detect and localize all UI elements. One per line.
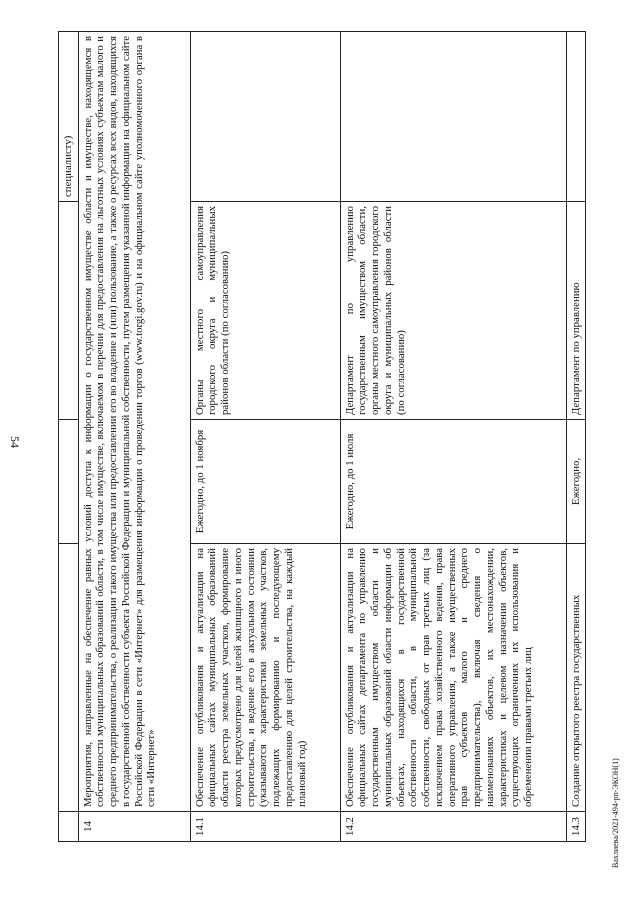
table-row-14-1 xyxy=(190,32,340,842)
cell-empty xyxy=(59,202,79,420)
measure-description: Обеспечение опубликования и актуализации на официальных сайтах муниципальных образований области реестра земельных участков, формирование которых предусмотрено для целей жилищного и иного строительства, и ведение его в актуальном состоянии (указываются характеристики земельных участков, подлежащих формированию и последующему предоставлению для целей строительства, на каждый плановый год) xyxy=(190,544,340,812)
row-number: 14.1 xyxy=(190,812,340,842)
measures-table xyxy=(58,31,586,842)
row-number: 14 xyxy=(78,812,190,842)
cell-empty xyxy=(59,812,79,842)
cell-continuation-text: специалисту) xyxy=(59,32,79,202)
measure-description: Обеспечение опубликования и актуализации на официальных сайтах департамента по управлению государственным имуществом области и муниципальных образований области информации об объектах, находящихся в государственной собственности области, в муниципальной собственности, свободных от прав третьих лиц (за исключением права хозяйственного ведения, права оперативного управления, а также имущественных прав субъектов малого и среднего предпринимательства), включая сведения о наименованиях объектов, их местонахождении, характеристиках и целевом назначении объектов, существующих ограничениях их использования и обременении правами третьих лиц xyxy=(340,544,566,812)
cell-empty xyxy=(59,420,79,544)
document-code: Вахлиева/2021-494-рп-ЭКОН(1) xyxy=(611,758,620,868)
cell-empty xyxy=(59,544,79,812)
measure-deadline: Ежегодно, xyxy=(566,420,586,544)
cell-empty xyxy=(190,32,340,202)
measure-deadline: Ежегодно, до 1 июля xyxy=(340,420,566,544)
row-number: 14.2 xyxy=(340,812,566,842)
rotated-table-container xyxy=(58,32,580,842)
table-row-continuation xyxy=(59,32,79,842)
row-number: 14.3 xyxy=(566,812,586,842)
responsible-party: Департамент по управлению xyxy=(566,202,586,420)
measure-description: Создание открытого реестра государственных xyxy=(566,544,586,812)
table-row-14-3 xyxy=(566,32,586,842)
page-number: 54 xyxy=(8,436,22,448)
cell-empty xyxy=(566,32,586,202)
cell-empty xyxy=(340,32,566,202)
table-row-14 xyxy=(78,32,190,842)
table-row-14-2 xyxy=(340,32,566,842)
responsible-party: Органы местного самоуправления городского округа и муниципальных районов области (по согласованию) xyxy=(190,202,340,420)
responsible-party: Департамент по управлению государственным имуществом области, органы местного самоуправления городского округа и муниципальных районов области (по согласованию) xyxy=(340,202,566,420)
section-heading: Мероприятия, направленные на обеспечение равных условий доступа к информации о государственном имуществе области и имуществе, находящемся в собственности муниципальных образований области, в том числе имуществе, включаемом в перечни для предоставления на льготных условиях субъектам малого и среднего предпринимательства, о реализации такого имущества или предоставлении его во владение и (или) пользование, а также о ресурсах всех видов, находящихся в государственной собственности субъекта Российской Федерации и муниципальной собственности, путем размещения указанной информации на официальном сайте Российской Федерации в сети «Интернет» для размещения информации о проведении торгов (www.torgi.gov.ru) и на официальном сайте уполномоченного органа в сети «Интернет» xyxy=(78,32,190,812)
measure-deadline: Ежегодно, до 1 ноября xyxy=(190,420,340,544)
